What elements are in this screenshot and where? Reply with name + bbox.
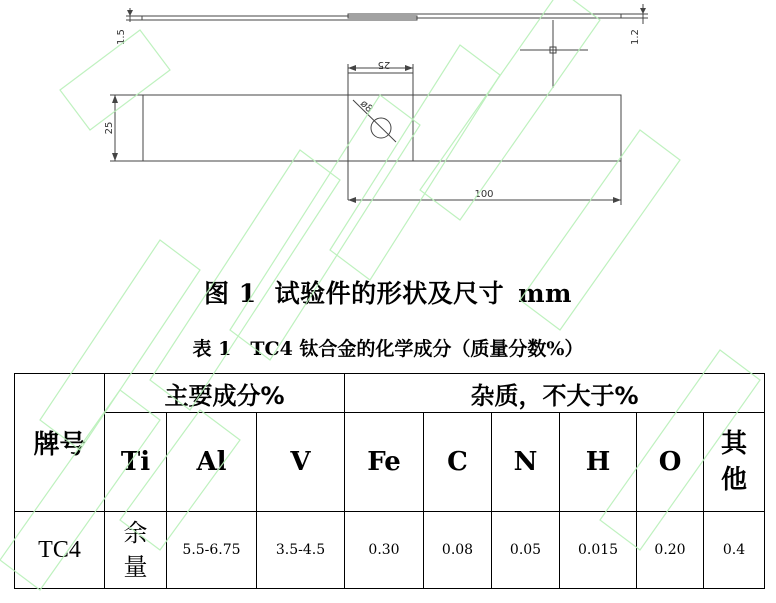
element-header: V — [257, 413, 345, 512]
h-cell: 0.015 — [560, 512, 637, 589]
c-cell: 0.08 — [424, 512, 492, 589]
figure-caption — [0, 274, 776, 310]
ti-cell — [105, 512, 167, 589]
ti-cell-line: 余 — [123, 519, 148, 547]
table-caption: 表 1 TC4 钛合金的化学成分（质量分数%） — [192, 338, 584, 360]
main-group-header: 主要成分% — [105, 374, 345, 413]
dim-hole-dia-label: ø8 — [357, 98, 375, 115]
element-header: H — [560, 413, 637, 512]
figure-unit: mm — [518, 279, 573, 308]
ti-cell-line: 量 — [123, 553, 148, 581]
table-row — [15, 512, 765, 589]
dim-side-left-label: 1.5 — [116, 29, 127, 45]
specimen-drawing-svg — [0, 0, 776, 260]
other-header-line: 其 — [721, 429, 748, 459]
brand-header: 牌号 — [15, 374, 105, 512]
o-cell: 0.20 — [637, 512, 704, 589]
specimen-drawing — [0, 0, 776, 260]
element-header-row — [15, 413, 765, 512]
brand-cell: TC4 — [15, 512, 105, 589]
dim-height-label: 25 — [104, 121, 115, 135]
group-header-row — [15, 374, 765, 413]
other-header-line: 他 — [721, 465, 748, 495]
dim-side-right-label: 1.2 — [630, 29, 641, 45]
plan-view-overlap — [348, 73, 413, 161]
composition-table — [14, 373, 765, 589]
n-cell: 0.05 — [492, 512, 560, 589]
element-header: O — [637, 413, 704, 512]
element-header: Fe — [345, 413, 424, 512]
impurity-group-header: 杂质，不大于% — [345, 374, 765, 413]
figure-number: 图 1 — [203, 279, 257, 308]
figure-title: 试验件的形状及尺寸 — [274, 279, 505, 308]
other-cell: 0.4 — [704, 512, 765, 589]
v-cell: 3.5-4.5 — [257, 512, 345, 589]
element-header: C — [424, 413, 492, 512]
fe-cell: 0.30 — [345, 512, 424, 589]
dim-hole-box-label: 25 — [377, 59, 391, 70]
element-header: Al — [167, 413, 257, 512]
other-header — [704, 413, 765, 512]
al-cell: 5.5-6.75 — [167, 512, 257, 589]
dim-length-label: 100 — [474, 189, 494, 200]
element-header: Ti — [105, 413, 167, 512]
element-header: N — [492, 413, 560, 512]
